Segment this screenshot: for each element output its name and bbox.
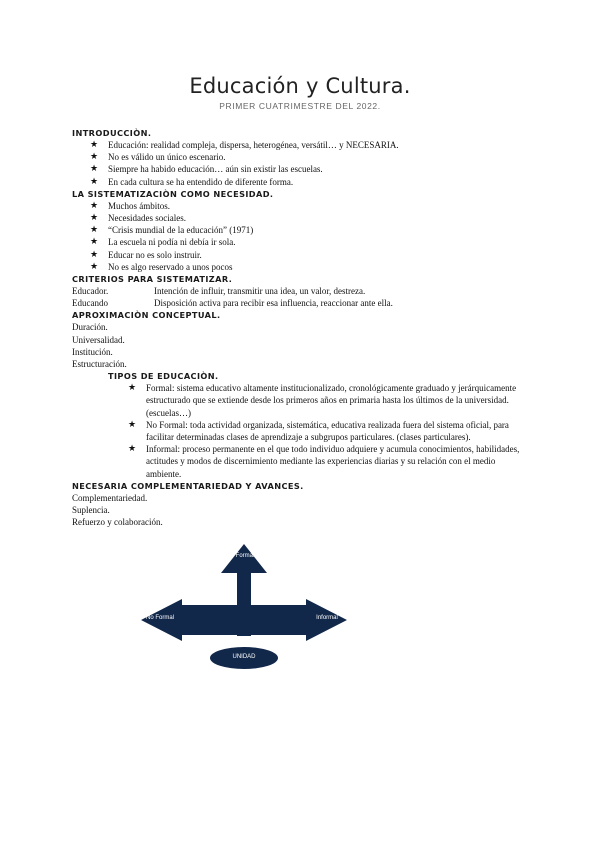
heading-tipos: TIPOS DE EDUCACIÒN. xyxy=(108,371,219,382)
document-body xyxy=(72,127,532,528)
criterio-desc: Disposición activa para recibir esa influencia, reaccionar ante ella. xyxy=(154,298,393,309)
star-icon: ★ xyxy=(90,164,99,175)
criterio-desc: Intención de influir, transmitir una idea, un valor, destreza. xyxy=(154,286,366,297)
star-icon: ★ xyxy=(90,152,99,163)
list-item: ★ No Formal: toda actividad organizada, sistemática, educativa realizada fuera del sistema oficial, para facilitar determinadas clases de aprendizaje a subgrupos particulares. (clases particulares). xyxy=(128,419,509,443)
list-item: ★ Educación: realidad compleja, dispersa, heterogénea, versátil… y NECESARIA. xyxy=(90,140,399,150)
list-item: ★ Muchos ámbitos. xyxy=(90,200,170,211)
list-item: ★ Necesidades sociales. xyxy=(90,213,186,224)
list-sistematizacion xyxy=(72,200,532,273)
criterio-term: Educador. xyxy=(72,286,109,297)
diagram-label-informal: Informal xyxy=(316,615,338,621)
text-line: Estructuración. xyxy=(72,359,127,370)
star-icon: ★ xyxy=(128,419,137,430)
page-subtitle: PRIMER CUATRIMESTRE DEL 2022. xyxy=(219,101,381,111)
heading-aproximacion: APROXIMACIÒN CONCEPTUAL. xyxy=(72,310,221,321)
criterio-row xyxy=(72,297,532,309)
star-icon: ★ xyxy=(90,213,99,224)
text-line: Suplencia. xyxy=(72,505,110,516)
page-title: Educación y Cultura. xyxy=(189,74,411,98)
star-icon: ★ xyxy=(90,261,99,272)
list-item: ★ Informal: proceso permanente en el que todo individuo adquiere y acumula conocimientos, habilidades, actitudes y modos de discernimiento mediante las experiencias diarias y su relación con el medio ambiente. xyxy=(128,444,520,479)
list-item: ★ Formal: sistema educativo altamente institucionalizado, cronológicamente graduado y jerárquicamente estructurado que se extiende desde los primeros años en primaria hasta los últimos de la universidad. (escuelas…) xyxy=(128,383,517,418)
list-item: ★ Siempre ha habido educación… aún sin existir las escuelas. xyxy=(90,164,323,175)
star-icon: ★ xyxy=(90,237,99,248)
star-icon: ★ xyxy=(90,225,99,236)
text-line: Institución. xyxy=(72,346,113,357)
education-types-diagram xyxy=(136,540,356,680)
star-icon: ★ xyxy=(128,444,137,455)
text-line: Duración. xyxy=(72,322,108,333)
star-icon: ★ xyxy=(90,140,99,150)
heading-complementariedad: NECESARIA COMPLEMENTARIEDAD Y AVANCES. xyxy=(72,480,304,491)
heading-sistematizacion: LA SISTEMATIZACIÒN COMO NECESIDAD. xyxy=(72,188,274,199)
criterio-term: Educando xyxy=(72,298,108,309)
list-item: ★ “Crisis mundial de la educación” (1971) xyxy=(90,225,254,236)
list-item: ★ Educar no es solo instruir. xyxy=(90,249,202,260)
star-icon: ★ xyxy=(90,176,99,187)
text-line: Complementariedad. xyxy=(72,492,148,503)
text-line: Universalidad. xyxy=(72,334,125,345)
heading-criterios: CRITERIOS PARA SISTEMATIZAR. xyxy=(72,274,233,285)
list-item: ★ No es válido un único escenario. xyxy=(90,152,226,163)
list-item: ★ No es algo reservado a unos pocos xyxy=(90,261,233,272)
list-tipos xyxy=(72,382,532,480)
star-icon: ★ xyxy=(128,383,137,394)
list-item: ★ La escuela ni podía ni debía ir sola. xyxy=(90,237,236,248)
star-icon: ★ xyxy=(90,249,99,260)
list-introduccion xyxy=(72,139,532,188)
criterio-row xyxy=(72,285,532,297)
heading-introduccion: INTRODUCCIÒN. xyxy=(72,128,152,138)
list-item: ★ En cada cultura se ha entendido de diferente forma. xyxy=(90,176,294,187)
diagram-label-formal: Formal xyxy=(235,553,255,559)
diagram-label-no-formal: No Formal xyxy=(145,615,174,621)
star-icon: ★ xyxy=(90,200,99,211)
diagram-label-unidad: UNIDAD xyxy=(232,654,256,660)
text-line: Refuerzo y colaboración. xyxy=(72,517,163,528)
